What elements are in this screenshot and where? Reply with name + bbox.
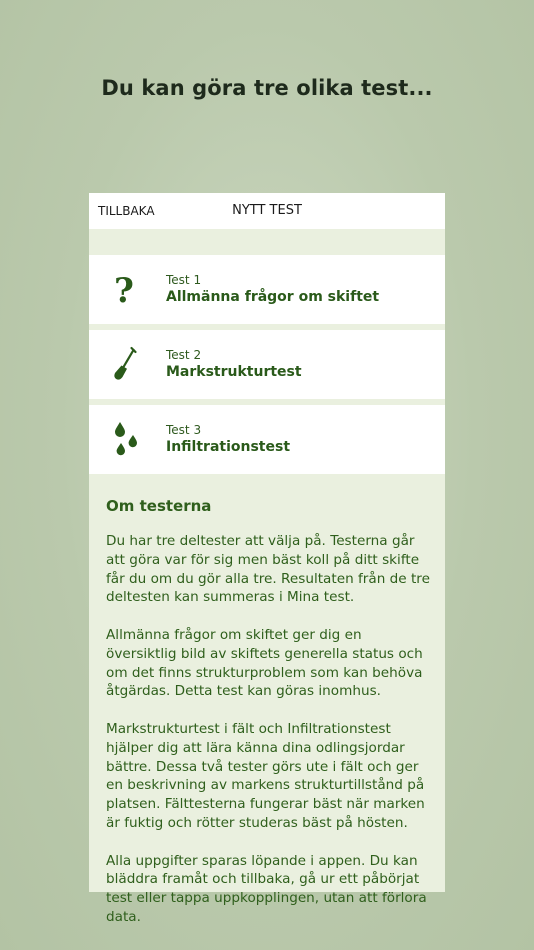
test-card-soil-structure[interactable] bbox=[89, 330, 445, 399]
water-drops-icon bbox=[111, 421, 137, 457]
info-heading: Om testerna bbox=[106, 497, 212, 515]
question-mark-icon bbox=[111, 271, 137, 311]
info-paragraph: Markstrukturtest i fält och Infiltrationstest hjälper dig att lära känna dina odlingsjordar bättre. Dessa två tester görs ute i fält och ger en beskrivning av markens strukturtillstånd på platsen. Fälttesterna fungerar bäst när marken är fuktig och rötter studeras bäst på hösten. bbox=[106, 720, 425, 831]
info-paragraph: Alla uppgifter sparas löpande i appen. Du kan bläddra framåt och tillbaka, gå ur ett påbörjat test eller tappa uppkopplingen, utan att förlora data. bbox=[106, 852, 427, 925]
test-card-general-questions[interactable] bbox=[89, 255, 445, 324]
test-list bbox=[89, 255, 445, 480]
navigation-bar bbox=[89, 193, 445, 229]
back-button[interactable]: TILLBAKA bbox=[98, 204, 155, 218]
test-card-infiltration[interactable] bbox=[89, 405, 445, 474]
page-headline: Du kan göra tre olika test... bbox=[101, 76, 433, 100]
test-number: Test 1 bbox=[166, 273, 202, 287]
shovel-icon bbox=[111, 346, 137, 382]
info-paragraph: Du har tre deltester att välja på. Testerna går att göra var för sig men bäst koll på ditt skifte får du om du gör alla tre. Resultaten från de tre deltesten kan summeras i Mina test. bbox=[106, 533, 430, 606]
info-paragraph: Allmänna frågor om skiftet ger dig en översiktlig bild av skiftets generella status och om det finns strukturproblem som kan behöva åtgärdas. Detta test kan göras inomhus. bbox=[106, 626, 423, 700]
test-name: Markstrukturtest bbox=[166, 364, 302, 380]
test-number: Test 3 bbox=[166, 423, 202, 437]
test-name: Allmänna frågor om skiftet bbox=[166, 289, 380, 305]
screen-title: NYTT TEST bbox=[232, 203, 302, 218]
test-name: Infiltrationstest bbox=[166, 439, 291, 455]
app-screen bbox=[89, 193, 445, 925]
test-number: Test 2 bbox=[166, 348, 202, 362]
info-section bbox=[106, 497, 431, 946]
svg-text:?: ? bbox=[114, 271, 134, 311]
